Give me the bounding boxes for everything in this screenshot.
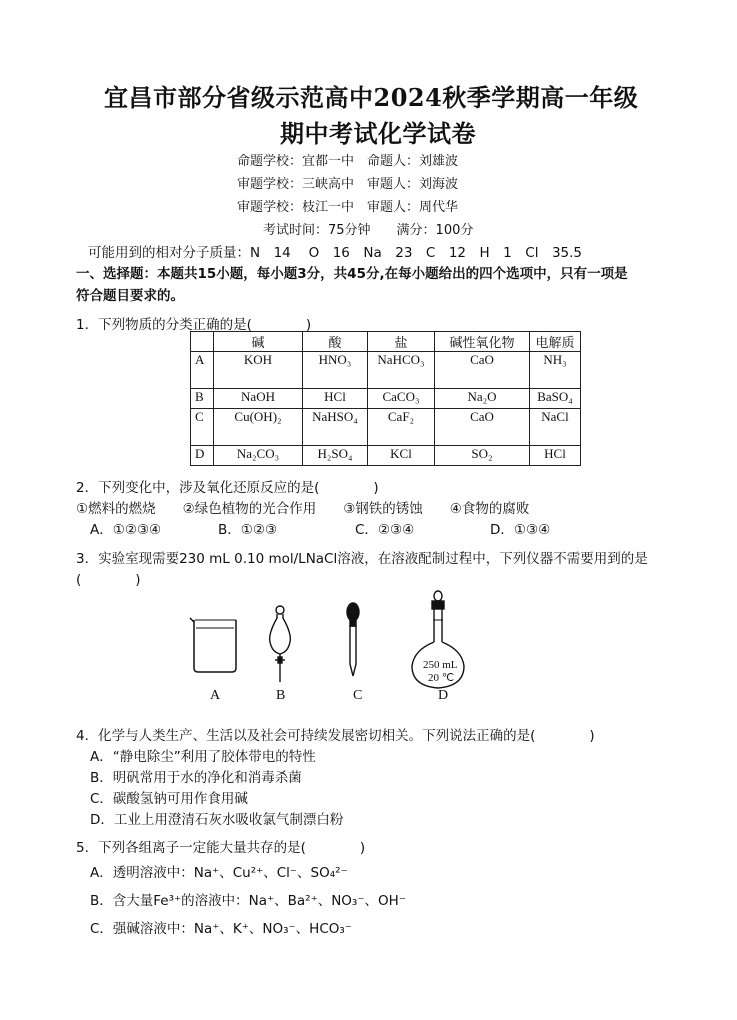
apparatus-label-a: A [210,688,221,703]
table-cell: NaOH [214,389,303,409]
beaker-icon [190,618,236,672]
row-label: B [191,389,214,409]
q3-stem-line2: ( ) [76,572,141,588]
row-label: A [191,352,214,389]
q5-option-c: C．强碱溶液中：Na⁺、K⁺、NO₃⁻、HCO₃⁻ [90,921,352,937]
q2-option-d: D．①③④ [490,522,551,538]
q5-option-b: B．含大量Fe³⁺的溶液中：Na⁺、Ba²⁺、NO₃⁻、OH⁻ [90,893,406,909]
table-cell: NaHCO₃ [368,352,435,389]
reviewers-info-1: 审题学校：三峡高中 审题人：刘海波 [237,177,459,192]
table-cell: NaHSO₄ [303,409,368,446]
table-cell: KCl [368,446,435,466]
reviewers-info-2: 审题学校：枝江一中 审题人：周代华 [237,200,459,215]
q2-stem: 2．下列变化中，涉及氧化还原反应的是( ) [76,480,379,496]
table-cell: HNO₃ [303,352,368,389]
q5-stem: 5．下列各组离子一定能大量共存的是( ) [76,840,366,856]
q2-option-c: C．②③④ [355,522,415,538]
page-title-line1: 宜昌市部分省级示范高中2024秋季学期高一年级 [104,83,639,112]
q4-option-d: D．工业上用澄清石灰水吸收氯气制漂白粉 [90,812,344,828]
atomic-masses: 可能用到的相对分子质量：N 14 O 16 Na 23 C 12 H 1 Cl 35.5 [88,245,583,261]
q3-apparatus-figure [180,590,500,710]
section-heading-line2: 符合题目要求的。 [76,288,184,304]
table-cell: CaF₂ [368,409,435,446]
page-title-line2: 期中考试化学试卷 [280,119,476,148]
row-label: D [191,446,214,466]
table-cell: CaCO₃ [368,389,435,409]
separatory-funnel-icon [270,606,291,682]
table-header-cell: 盐 [368,332,435,352]
q4-stem: 4．化学与人类生产、生活以及社会可持续发展密切相关。下列说法正确的是( ) [76,728,595,744]
table-cell: NaCl [530,409,581,446]
row-label: C [191,409,214,446]
time-score-info: 考试时间：75分钟 满分：100分 [263,223,474,238]
table-header-cell: 碱 [214,332,303,352]
table-header-cell: 酸 [303,332,368,352]
table-header-cell [191,332,214,352]
dropper-icon [347,603,359,676]
table-row [191,446,581,466]
table-cell: NH₃ [530,352,581,389]
table-row [191,409,581,446]
flask-volume-label: 250 mL [423,659,458,671]
table-cell: KOH [214,352,303,389]
q2-option-b: B．①②③ [218,522,278,538]
table-cell: HCl [303,389,368,409]
q1-stem: 1．下列物质的分类正确的是( ) [76,317,312,333]
apparatus-label-d: D [438,688,449,703]
table-row [191,389,581,409]
q4-option-b: B．明矾常用于水的净化和消毒杀菌 [90,770,302,786]
table-row [191,352,581,389]
apparatus-label-b: B [276,688,286,703]
table-header-cell: 碱性氧化物 [435,332,530,352]
setters-info: 命题学校：宜都一中 命题人：刘雄波 [237,154,459,169]
table-cell: Cu(OH)₂ [214,409,303,446]
q4-option-a: A．“静电除尘”利用了胶体带电的特性 [90,749,316,765]
table-cell: Na₂CO₃ [214,446,303,466]
table-cell: CaO [435,409,530,446]
table-cell: Na₂O [435,389,530,409]
table-cell: SO₂ [435,446,530,466]
section-heading-line1: 一、选择题：本题共15小题，每小题3分，共45分,在每小题给出的四个选项中，只有一项是 [76,266,628,282]
flask-temperature-label: 20 ℃ [428,672,455,684]
table-header-cell: 电解质 [530,332,581,352]
apparatus-label-c: C [353,688,363,703]
table-cell: HCl [530,446,581,466]
table-cell: BaSO₄ [530,389,581,409]
table-header-row [191,332,581,352]
q2-items: ①燃料的燃烧 ②绿色植物的光合作用 ③钢铁的锈蚀 ④食物的腐败 [76,501,530,517]
q1-classification-table [190,331,581,466]
table-cell: CaO [435,352,530,389]
q5-option-a: A．透明溶液中：Na⁺、Cu²⁺、Cl⁻、SO₄²⁻ [90,865,348,881]
q2-option-a: A．①②③④ [90,522,162,538]
q4-option-c: C．碳酸氢钠可用作食用碱 [90,791,248,807]
q3-stem-line1: 3．实验室现需要230 mL 0.10 mol/LNaCl溶液，在溶液配制过程中，下列仪器不需要用到的是 [76,551,648,567]
table-cell: H₂SO₄ [303,446,368,466]
